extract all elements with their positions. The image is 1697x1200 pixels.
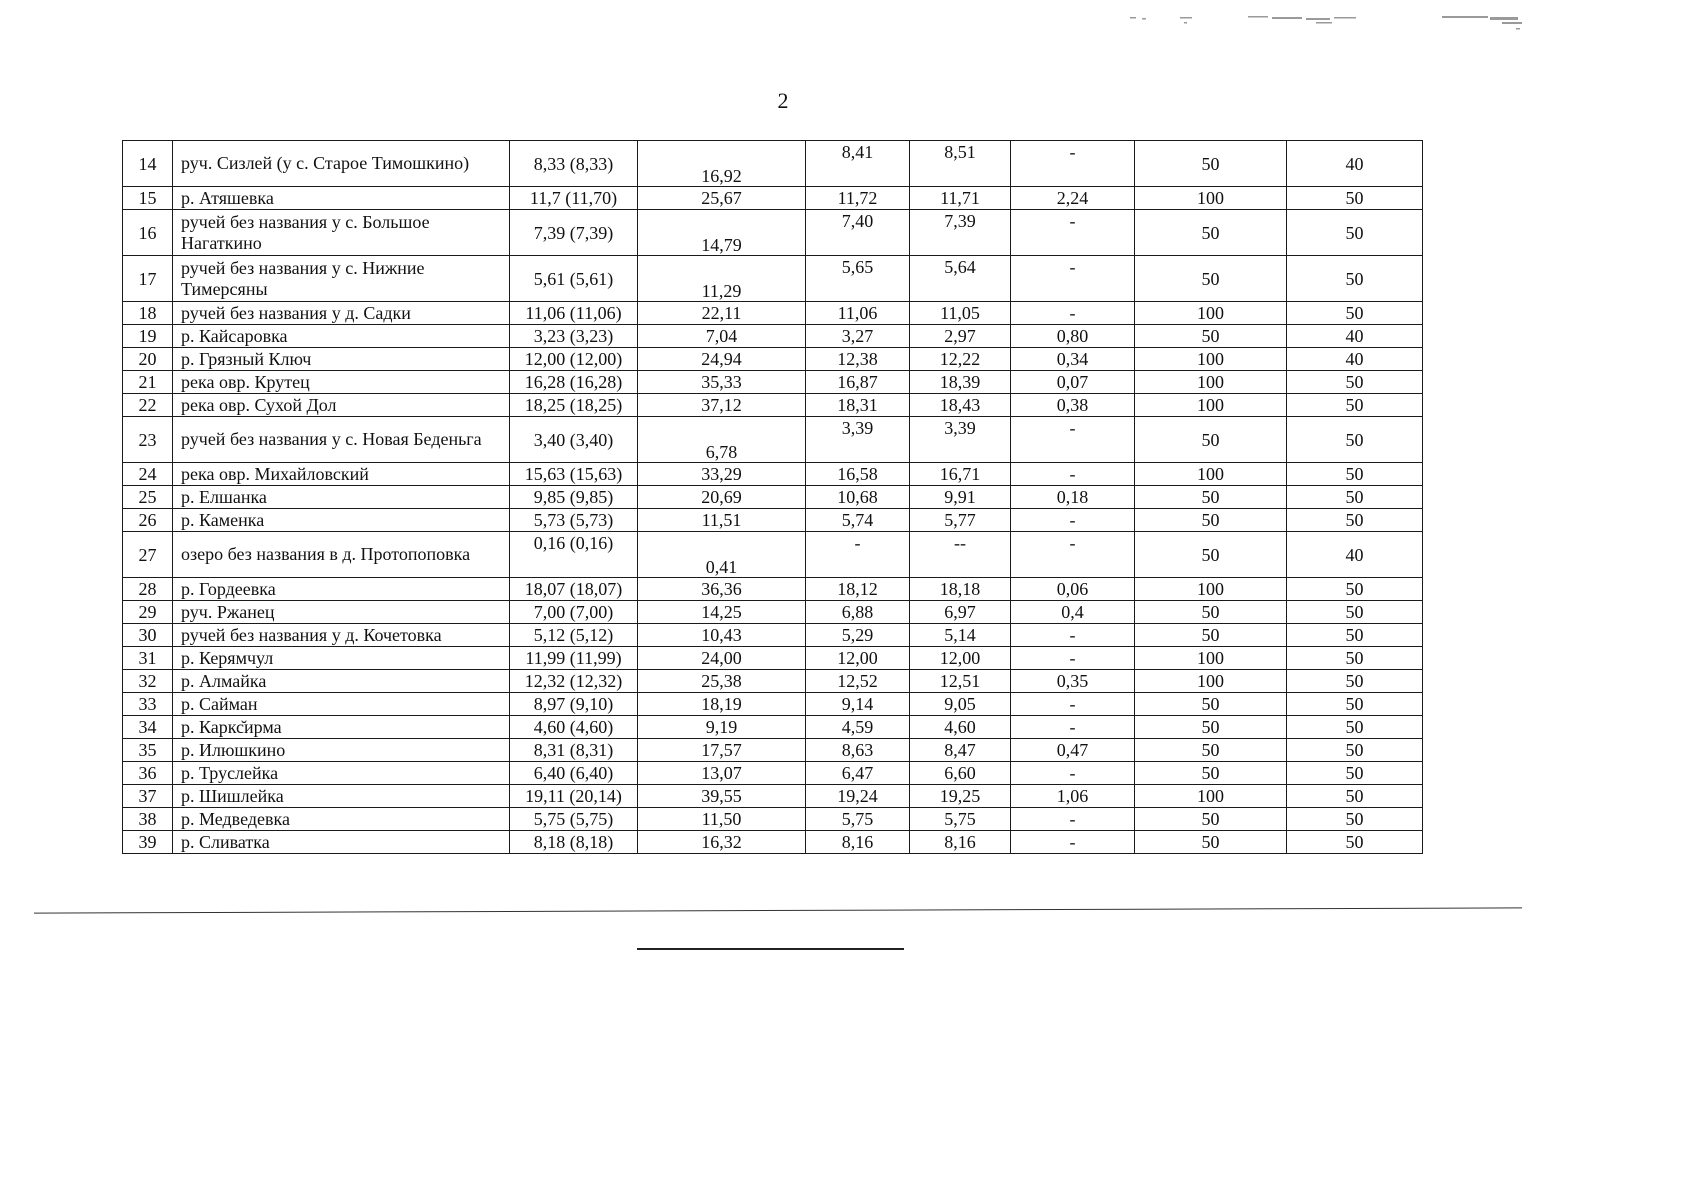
value-col-7: 50 [1287, 670, 1423, 693]
value-col-6: 50 [1135, 141, 1287, 187]
value-col-1: 6,40 (6,40) [510, 762, 638, 785]
value-col-1: 11,7 (11,70) [510, 187, 638, 210]
value-col-5: - [1011, 532, 1135, 578]
row-number: 39 [123, 831, 173, 854]
row-number: 21 [123, 371, 173, 394]
water-body-name: р. Алмайка [173, 670, 510, 693]
table-row [123, 187, 1423, 210]
value-col-3: 3,39 [806, 417, 910, 463]
value-col-6: 100 [1135, 187, 1287, 210]
value-col-4: 2,97 [910, 325, 1011, 348]
table-row [123, 325, 1423, 348]
water-body-name: озеро без названия в д. Протопоповка [173, 532, 510, 578]
value-col-7: 50 [1287, 601, 1423, 624]
value-col-5: 0,35 [1011, 670, 1135, 693]
row-number: 17 [123, 256, 173, 302]
row-number: 30 [123, 624, 173, 647]
value-col-3: 5,29 [806, 624, 910, 647]
table-row [123, 739, 1423, 762]
value-col-4: 8,47 [910, 739, 1011, 762]
value-col-4: 19,25 [910, 785, 1011, 808]
value-col-7: 40 [1287, 325, 1423, 348]
table-row [123, 210, 1423, 256]
value-col-4: 6,60 [910, 762, 1011, 785]
value-col-7: 50 [1287, 463, 1423, 486]
value-col-4: 12,22 [910, 348, 1011, 371]
value-col-5: - [1011, 762, 1135, 785]
value-col-2: 14,79 [638, 210, 806, 256]
row-number: 38 [123, 808, 173, 831]
value-col-5: - [1011, 808, 1135, 831]
table-row [123, 394, 1423, 417]
value-col-2: 20,69 [638, 486, 806, 509]
value-col-6: 50 [1135, 256, 1287, 302]
table-row [123, 463, 1423, 486]
row-number: 32 [123, 670, 173, 693]
water-body-name: ручей без названия у с. Большое Нагаткино [173, 210, 510, 256]
value-col-5: - [1011, 302, 1135, 325]
value-col-4: 9,05 [910, 693, 1011, 716]
value-col-3: - [806, 532, 910, 578]
value-col-2: 16,32 [638, 831, 806, 854]
value-col-1: 4,60 (4,60) [510, 716, 638, 739]
table-row [123, 141, 1423, 187]
value-col-3: 11,06 [806, 302, 910, 325]
value-col-3: 3,27 [806, 325, 910, 348]
value-col-3: 8,63 [806, 739, 910, 762]
value-col-6: 50 [1135, 739, 1287, 762]
value-col-4: 8,16 [910, 831, 1011, 854]
row-number: 14 [123, 141, 173, 187]
value-col-4: 6,97 [910, 601, 1011, 624]
value-col-3: 18,31 [806, 394, 910, 417]
value-col-2: 18,19 [638, 693, 806, 716]
value-col-3: 11,72 [806, 187, 910, 210]
value-col-5: - [1011, 716, 1135, 739]
water-body-name: р. Медведевка [173, 808, 510, 831]
value-col-1: 12,00 (12,00) [510, 348, 638, 371]
value-col-7: 50 [1287, 302, 1423, 325]
page-number: 2 [777, 88, 789, 113]
value-col-7: 50 [1287, 486, 1423, 509]
value-col-7: 50 [1287, 785, 1423, 808]
table-row [123, 256, 1423, 302]
value-col-2: 24,94 [638, 348, 806, 371]
value-col-2: 17,57 [638, 739, 806, 762]
value-col-1: 8,31 (8,31) [510, 739, 638, 762]
value-col-1: 5,12 (5,12) [510, 624, 638, 647]
value-col-3: 16,58 [806, 463, 910, 486]
value-col-5: - [1011, 463, 1135, 486]
value-col-6: 100 [1135, 302, 1287, 325]
row-number: 35 [123, 739, 173, 762]
row-number: 23 [123, 417, 173, 463]
value-col-1: 3,40 (3,40) [510, 417, 638, 463]
water-body-name: р. Каменка [173, 509, 510, 532]
table-row [123, 762, 1423, 785]
value-col-7: 40 [1287, 348, 1423, 371]
value-col-6: 50 [1135, 325, 1287, 348]
row-number: 16 [123, 210, 173, 256]
row-number: 28 [123, 578, 173, 601]
value-col-6: 100 [1135, 348, 1287, 371]
value-col-5: - [1011, 647, 1135, 670]
value-col-5: 0,4 [1011, 601, 1135, 624]
water-body-name: ручей без названия у с. Нижние Тимерсяны [173, 256, 510, 302]
water-body-name: руч. Ржанец [173, 601, 510, 624]
value-col-5: - [1011, 141, 1135, 187]
value-col-5: 0,80 [1011, 325, 1135, 348]
value-col-6: 100 [1135, 371, 1287, 394]
value-col-3: 6,88 [806, 601, 910, 624]
value-col-6: 50 [1135, 831, 1287, 854]
value-col-5: - [1011, 417, 1135, 463]
value-col-4: 5,75 [910, 808, 1011, 831]
value-col-7: 40 [1287, 141, 1423, 187]
water-body-name: р. Гордеевка [173, 578, 510, 601]
value-col-7: 50 [1287, 739, 1423, 762]
value-col-3: 5,74 [806, 509, 910, 532]
value-col-1: 3,23 (3,23) [510, 325, 638, 348]
table-row [123, 509, 1423, 532]
value-col-7: 50 [1287, 210, 1423, 256]
water-body-name: река овр. Сухой Дол [173, 394, 510, 417]
value-col-6: 100 [1135, 394, 1287, 417]
value-col-7: 50 [1287, 187, 1423, 210]
value-col-2: 6,78 [638, 417, 806, 463]
value-col-7: 50 [1287, 831, 1423, 854]
table-row [123, 371, 1423, 394]
value-col-6: 50 [1135, 601, 1287, 624]
value-col-5: 0,38 [1011, 394, 1135, 417]
value-col-7: 50 [1287, 509, 1423, 532]
value-col-1: 11,06 (11,06) [510, 302, 638, 325]
value-col-4: 18,18 [910, 578, 1011, 601]
value-col-2: 0,41 [638, 532, 806, 578]
water-body-name: р. Шишлейка [173, 785, 510, 808]
value-col-4: 18,43 [910, 394, 1011, 417]
value-col-3: 12,38 [806, 348, 910, 371]
value-col-1: 15,63 (15,63) [510, 463, 638, 486]
value-col-6: 50 [1135, 624, 1287, 647]
value-col-7: 50 [1287, 762, 1423, 785]
value-col-1: 5,75 (5,75) [510, 808, 638, 831]
row-number: 27 [123, 532, 173, 578]
water-body-name: ручей без названия у д. Садки [173, 302, 510, 325]
value-col-3: 19,24 [806, 785, 910, 808]
value-col-3: 8,41 [806, 141, 910, 187]
value-col-1: 12,32 (12,32) [510, 670, 638, 693]
value-col-3: 12,52 [806, 670, 910, 693]
water-body-name: ручей без названия у д. Кочетовка [173, 624, 510, 647]
value-col-5: 1,06 [1011, 785, 1135, 808]
row-number: 34 [123, 716, 173, 739]
value-col-4: 3,39 [910, 417, 1011, 463]
value-col-6: 50 [1135, 417, 1287, 463]
row-number: 22 [123, 394, 173, 417]
value-col-4: 5,64 [910, 256, 1011, 302]
table-row [123, 716, 1423, 739]
value-col-4: 18,39 [910, 371, 1011, 394]
value-col-3: 10,68 [806, 486, 910, 509]
value-col-7: 50 [1287, 693, 1423, 716]
value-col-2: 11,50 [638, 808, 806, 831]
value-col-2: 33,29 [638, 463, 806, 486]
value-col-2: 9,19 [638, 716, 806, 739]
water-body-name: ручей без названия у с. Новая Беденьга [173, 417, 510, 463]
value-col-2: 13,07 [638, 762, 806, 785]
value-col-4: 9,91 [910, 486, 1011, 509]
water-body-name: р. Елшанка [173, 486, 510, 509]
value-col-2: 16,92 [638, 141, 806, 187]
value-col-3: 12,00 [806, 647, 910, 670]
value-col-5: 0,34 [1011, 348, 1135, 371]
value-col-7: 50 [1287, 624, 1423, 647]
value-col-3: 7,40 [806, 210, 910, 256]
value-col-1: 7,00 (7,00) [510, 601, 638, 624]
value-col-5: - [1011, 831, 1135, 854]
value-col-2: 25,38 [638, 670, 806, 693]
water-body-name: руч. Сизлей (у с. Старое Тимошкино) [173, 141, 510, 187]
value-col-2: 39,55 [638, 785, 806, 808]
value-col-7: 50 [1287, 578, 1423, 601]
value-col-5: 0,18 [1011, 486, 1135, 509]
value-col-1: 18,25 (18,25) [510, 394, 638, 417]
value-col-1: 7,39 (7,39) [510, 210, 638, 256]
value-col-5: - [1011, 509, 1135, 532]
value-col-7: 50 [1287, 417, 1423, 463]
horizontal-rule [34, 907, 1522, 913]
value-col-3: 8,16 [806, 831, 910, 854]
water-body-name: р. Атяшевка [173, 187, 510, 210]
value-col-5: 0,47 [1011, 739, 1135, 762]
row-number: 18 [123, 302, 173, 325]
table-row [123, 808, 1423, 831]
row-number: 24 [123, 463, 173, 486]
value-col-4: 4,60 [910, 716, 1011, 739]
value-col-5: 0,07 [1011, 371, 1135, 394]
water-body-name: р. Керямчул [173, 647, 510, 670]
table-row [123, 670, 1423, 693]
water-bodies-table [122, 140, 1422, 854]
row-number: 37 [123, 785, 173, 808]
value-col-1: 5,73 (5,73) [510, 509, 638, 532]
value-col-2: 14,25 [638, 601, 806, 624]
value-col-6: 50 [1135, 762, 1287, 785]
value-col-3: 18,12 [806, 578, 910, 601]
row-number: 15 [123, 187, 173, 210]
value-col-1: 8,33 (8,33) [510, 141, 638, 187]
table-row [123, 831, 1423, 854]
value-col-1: 18,07 (18,07) [510, 578, 638, 601]
table-body [123, 141, 1423, 854]
value-col-2: 24,00 [638, 647, 806, 670]
value-col-4: 7,39 [910, 210, 1011, 256]
water-body-name: р. Труслейка [173, 762, 510, 785]
value-col-2: 11,29 [638, 256, 806, 302]
value-col-2: 10,43 [638, 624, 806, 647]
value-col-7: 50 [1287, 808, 1423, 831]
value-col-6: 100 [1135, 578, 1287, 601]
value-col-3: 5,75 [806, 808, 910, 831]
table-row [123, 624, 1423, 647]
row-number: 25 [123, 486, 173, 509]
value-col-3: 16,87 [806, 371, 910, 394]
value-col-2: 11,51 [638, 509, 806, 532]
water-body-name: р. Сайман [173, 693, 510, 716]
row-number: 29 [123, 601, 173, 624]
table-row [123, 601, 1423, 624]
value-col-1: 16,28 (16,28) [510, 371, 638, 394]
value-col-4: 16,71 [910, 463, 1011, 486]
value-col-4: 11,05 [910, 302, 1011, 325]
value-col-1: 0,16 (0,16) [510, 532, 638, 578]
row-number: 36 [123, 762, 173, 785]
value-col-2: 37,12 [638, 394, 806, 417]
value-col-6: 100 [1135, 785, 1287, 808]
table-row [123, 417, 1423, 463]
value-col-6: 50 [1135, 486, 1287, 509]
value-col-4: 12,00 [910, 647, 1011, 670]
value-col-2: 22,11 [638, 302, 806, 325]
value-col-5: - [1011, 693, 1135, 716]
value-col-7: 50 [1287, 647, 1423, 670]
value-col-7: 40 [1287, 532, 1423, 578]
table-row [123, 302, 1423, 325]
value-col-6: 50 [1135, 210, 1287, 256]
table-row [123, 532, 1423, 578]
value-col-4: 5,14 [910, 624, 1011, 647]
value-col-6: 50 [1135, 693, 1287, 716]
value-col-4: 5,77 [910, 509, 1011, 532]
value-col-1: 8,18 (8,18) [510, 831, 638, 854]
value-col-3: 9,14 [806, 693, 910, 716]
value-col-7: 50 [1287, 394, 1423, 417]
value-col-4: 8,51 [910, 141, 1011, 187]
value-col-7: 50 [1287, 716, 1423, 739]
value-col-7: 50 [1287, 256, 1423, 302]
water-body-name: река овр. Крутец [173, 371, 510, 394]
table-row [123, 578, 1423, 601]
value-col-6: 100 [1135, 647, 1287, 670]
value-col-6: 50 [1135, 509, 1287, 532]
row-number: 33 [123, 693, 173, 716]
value-col-1: 19,11 (20,14) [510, 785, 638, 808]
value-col-1: 8,97 (9,10) [510, 693, 638, 716]
value-col-6: 100 [1135, 670, 1287, 693]
value-col-3: 5,65 [806, 256, 910, 302]
water-body-name: р. Каркс̆ирма [173, 716, 510, 739]
value-col-6: 50 [1135, 532, 1287, 578]
value-col-6: 50 [1135, 716, 1287, 739]
value-col-5: 2,24 [1011, 187, 1135, 210]
scan-artifact [1120, 12, 1540, 42]
table-row [123, 647, 1423, 670]
value-col-6: 100 [1135, 463, 1287, 486]
row-number: 31 [123, 647, 173, 670]
value-col-2: 35,33 [638, 371, 806, 394]
value-col-5: - [1011, 210, 1135, 256]
value-col-2: 36,36 [638, 578, 806, 601]
row-number: 26 [123, 509, 173, 532]
value-col-7: 50 [1287, 371, 1423, 394]
value-col-2: 25,67 [638, 187, 806, 210]
value-col-5: 0,06 [1011, 578, 1135, 601]
value-col-5: - [1011, 624, 1135, 647]
value-col-1: 9,85 (9,85) [510, 486, 638, 509]
table-row [123, 785, 1423, 808]
table-row [123, 693, 1423, 716]
water-body-name: р. Илюшкино [173, 739, 510, 762]
value-col-3: 6,47 [806, 762, 910, 785]
table-row [123, 486, 1423, 509]
row-number: 20 [123, 348, 173, 371]
value-col-4: 12,51 [910, 670, 1011, 693]
water-body-name: р. Кайсаровка [173, 325, 510, 348]
value-col-1: 5,61 (5,61) [510, 256, 638, 302]
value-col-3: 4,59 [806, 716, 910, 739]
value-col-6: 50 [1135, 808, 1287, 831]
value-col-4: 11,71 [910, 187, 1011, 210]
value-col-1: 11,99 (11,99) [510, 647, 638, 670]
table-row [123, 348, 1423, 371]
water-body-name: р. Сливатка [173, 831, 510, 854]
value-col-5: - [1011, 256, 1135, 302]
value-col-4: -- [910, 532, 1011, 578]
row-number: 19 [123, 325, 173, 348]
value-col-2: 7,04 [638, 325, 806, 348]
water-body-name: р. Грязный Ключ [173, 348, 510, 371]
water-body-name: река овр. Михайловский [173, 463, 510, 486]
end-rule [637, 948, 904, 950]
